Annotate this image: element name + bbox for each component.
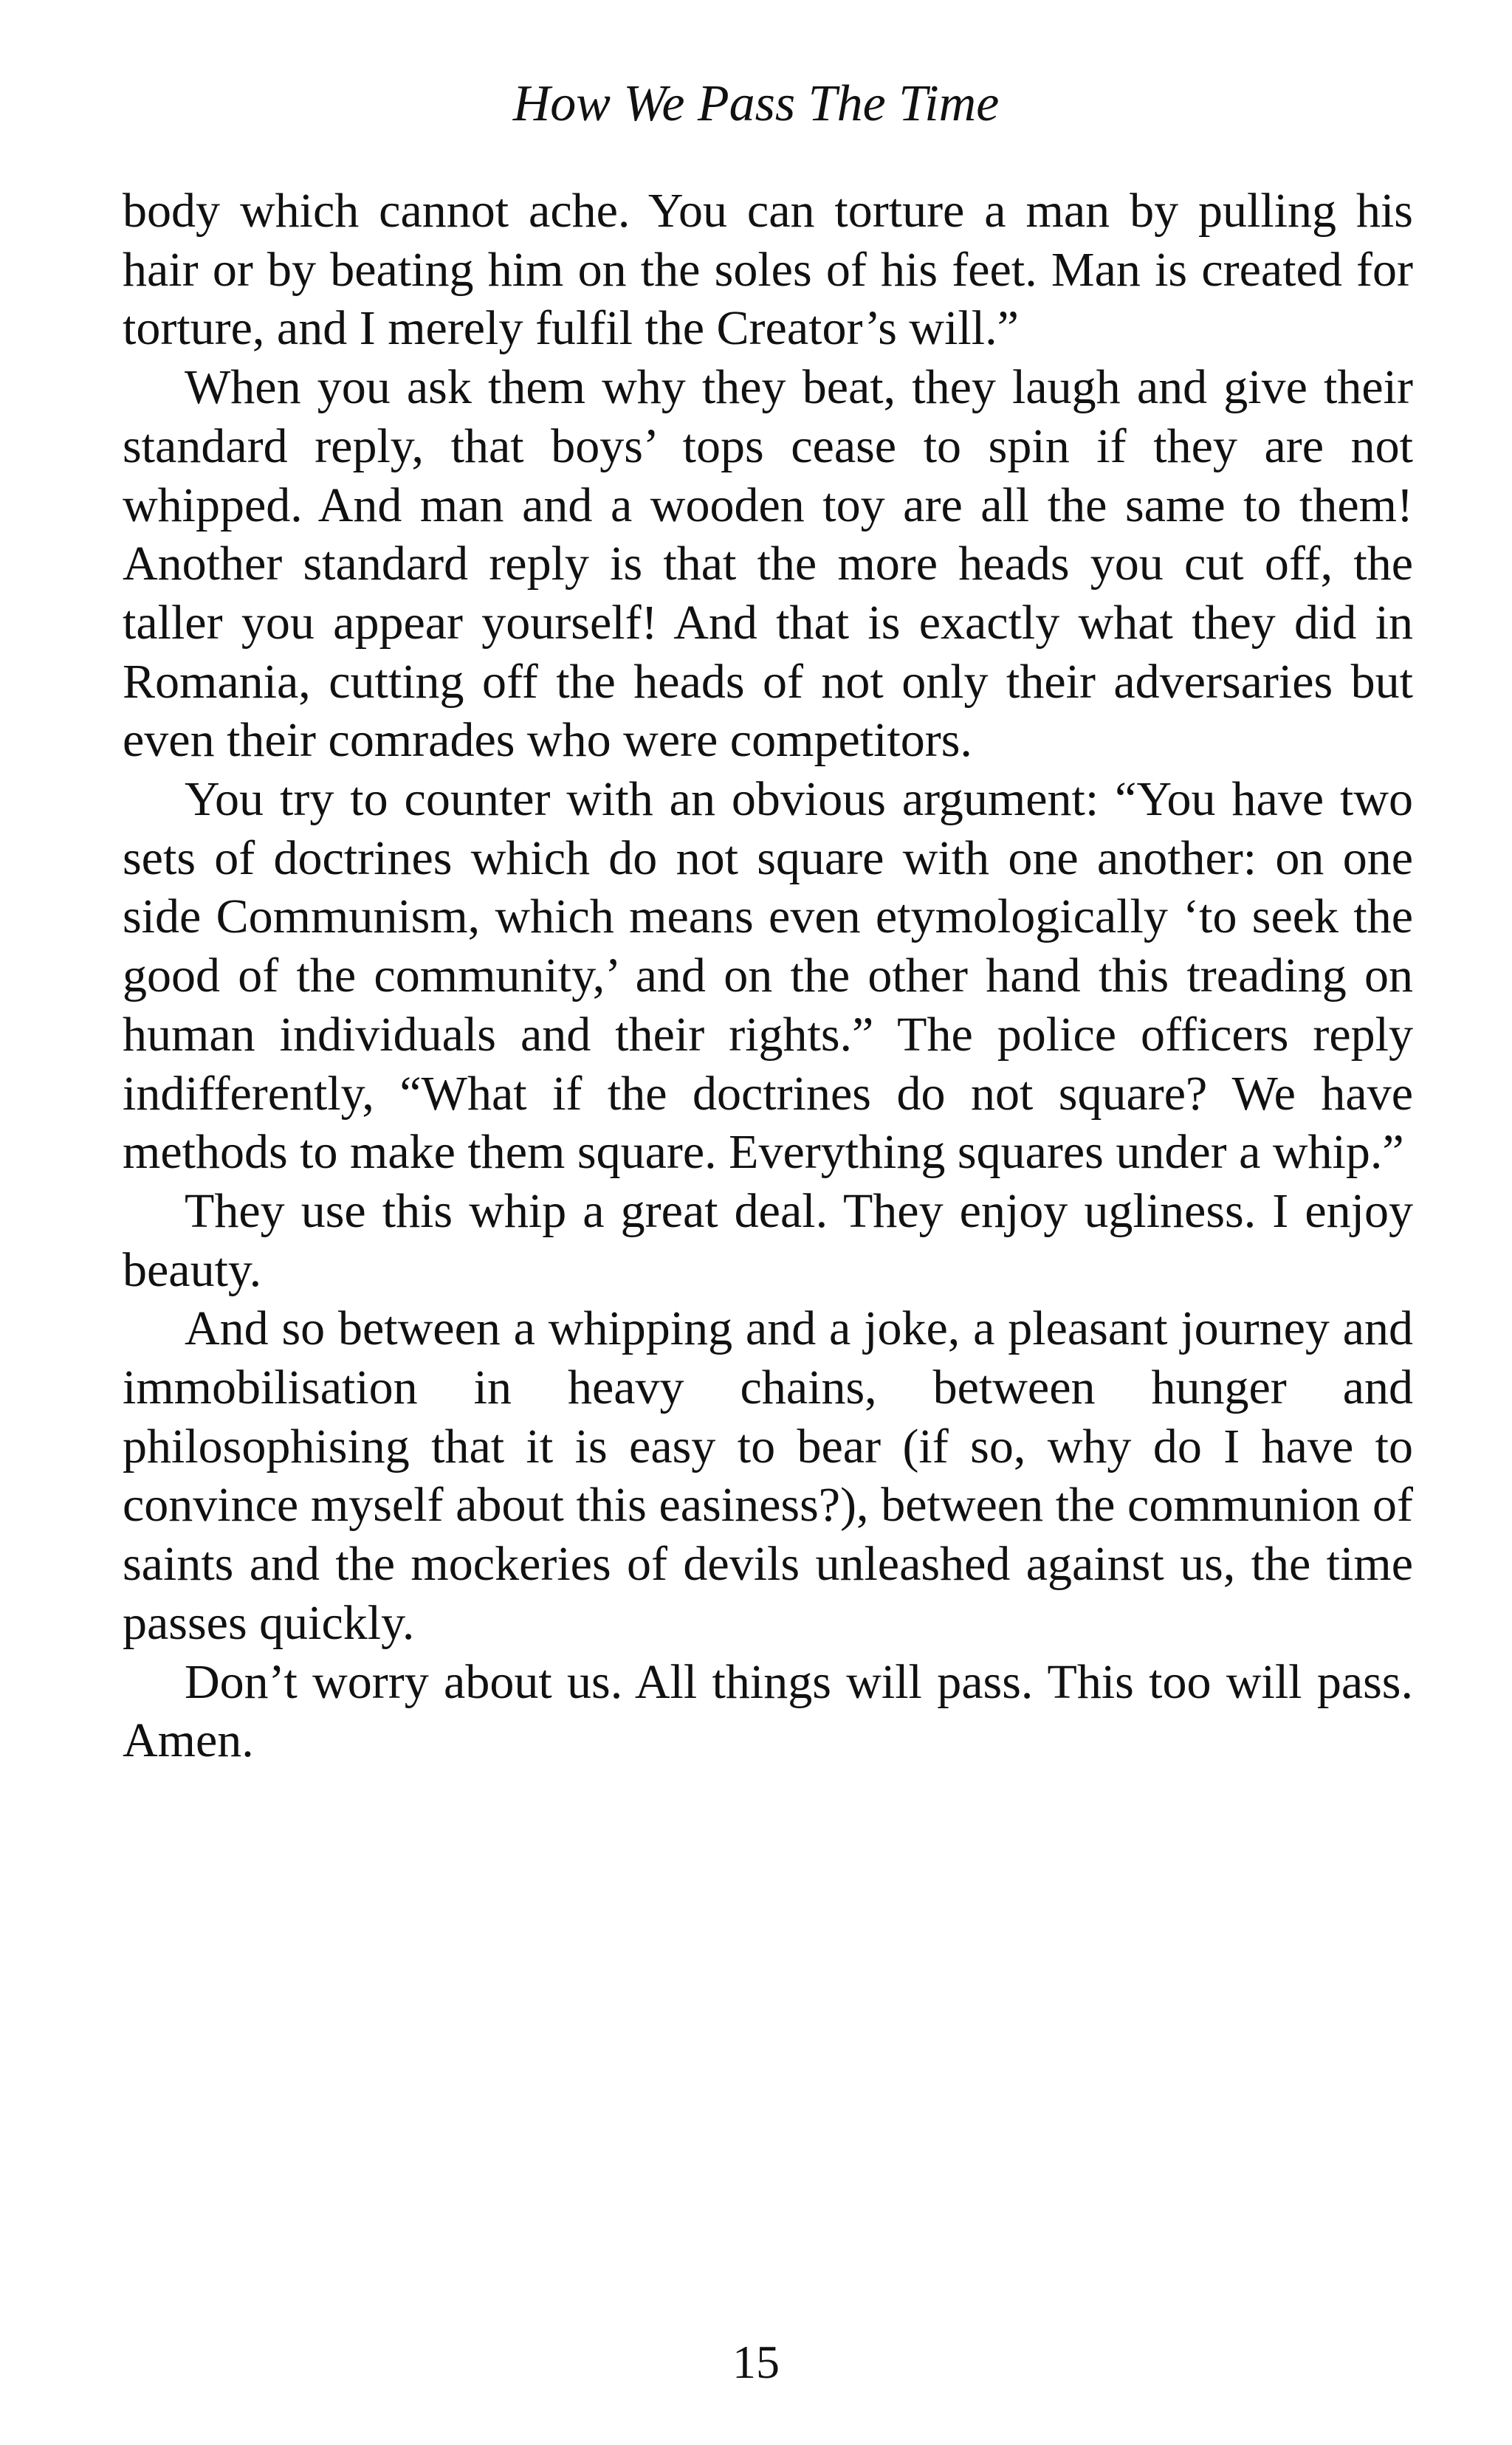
- paragraph: They use this whip a great deal. They enjoy ugliness. I enjoy beauty.: [123, 1183, 1413, 1297]
- paragraph: And so between a whipping and a joke, a pleasant journey and immobilisation in heavy chains, between hunger and philosophising that it is easy to bear (if so, why do I have to convince myself about this easiness?), between the communion of saints and the mockeries of devils unleashed against us, the time passes quickly.: [123, 1301, 1413, 1650]
- paragraph: You try to counter with an obvious argument: “You have two sets of doctrines which do not square with one another: on one side Communism, which means even etymologically ‘to seek the good of the community,’ and on the other hand this treading on human individuals and their rights.” The police officers reply indifferently, “What if the doctrines do not square? We have methods to make them square. Everything squares under a whip.”: [123, 772, 1413, 1180]
- body-text: [123, 182, 1413, 1770]
- paragraph: When you ask them why they beat, they laugh and give their standard reply, that boys’ tops cease to spin if they are not whipped. And man and a wooden toy are all the same to them! Another standard reply is that the more heads you cut off, the taller you appear yourself! And that is exactly what they did in Romania, cutting off the heads of not only their adversaries but even their comrades who were competitors.: [123, 360, 1413, 768]
- running-head: How We Pass The Time: [512, 75, 1000, 132]
- paragraph: Don’t worry about us. All things will pass. This too will pass. Amen.: [123, 1654, 1413, 1768]
- paragraph-continued: body which cannot ache. You can torture a man by pulling his hair or by beating him on the soles of his feet. Man is created for torture, and I merely fulfil the Creator’s will.”: [123, 184, 1413, 356]
- page-number: 15: [732, 2336, 780, 2388]
